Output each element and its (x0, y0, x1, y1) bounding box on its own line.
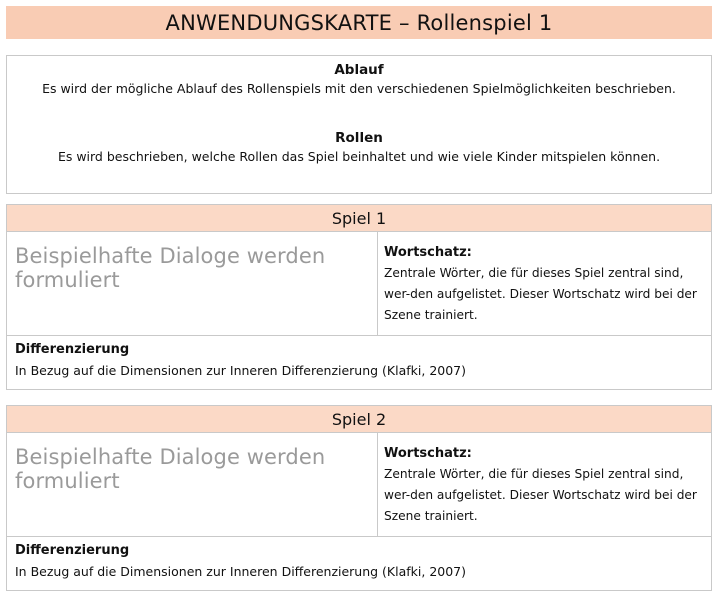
rollen-heading: Rollen (335, 130, 383, 146)
spiel-heading (7, 406, 711, 433)
rollen-text: Es wird beschrieben, welche Rollen das Spiel beinhaltet und wie viele Kinder mitspielen können. (57, 149, 661, 164)
differenzierung-cell (7, 336, 711, 382)
ablauf-heading: Ablauf (334, 62, 384, 78)
info-box (6, 55, 712, 194)
card-title (6, 6, 712, 39)
spiel-heading-text: Spiel 2 (331, 409, 387, 429)
differenzierung-cell (7, 537, 711, 583)
wortschatz-cell (378, 232, 711, 335)
wortschatz-label: Wortschatz: (384, 446, 472, 461)
differenzierung-text: In Bezug auf die Dimensionen zur Inneren Differenzierung (Klafki, 2007) (15, 564, 467, 579)
dialog-placeholder: Beispielhafte Dialoge werden formuliert (7, 232, 378, 335)
differenzierung-heading: Differenzierung (15, 342, 130, 357)
spiel-row (7, 433, 711, 537)
ablauf-text: Es wird der mögliche Ablauf des Rollenspiels mit den verschiedenen Spielmöglichkeiten beschrieben. (42, 81, 676, 96)
dialog-placeholder: Beispielhafte Dialoge werden formuliert (7, 433, 378, 536)
wortschatz-text: Zentrale Wörter, die für dieses Spiel zentral sind, wer-den aufgelistet. Dieser Wortschatz wird bei der Szene trainiert. (384, 266, 697, 322)
spiel-row (7, 232, 711, 336)
spiel-heading-text: Spiel 1 (331, 208, 387, 228)
card-title-text: ANWENDUNGSKARTE – Rollenspiel 1 (165, 10, 553, 35)
differenzierung-text: In Bezug auf die Dimensionen zur Inneren Differenzierung (Klafki, 2007) (15, 363, 467, 378)
wortschatz-text: Zentrale Wörter, die für dieses Spiel zentral sind, wer-den aufgelistet. Dieser Wortschatz wird bei der Szene trainiert. (384, 467, 697, 523)
spiel-heading (7, 205, 711, 232)
wortschatz-cell (378, 433, 711, 536)
spiel-section-1 (6, 204, 712, 390)
spiel-section-2 (6, 405, 712, 591)
differenzierung-heading: Differenzierung (15, 543, 130, 558)
wortschatz-label: Wortschatz: (384, 245, 472, 260)
